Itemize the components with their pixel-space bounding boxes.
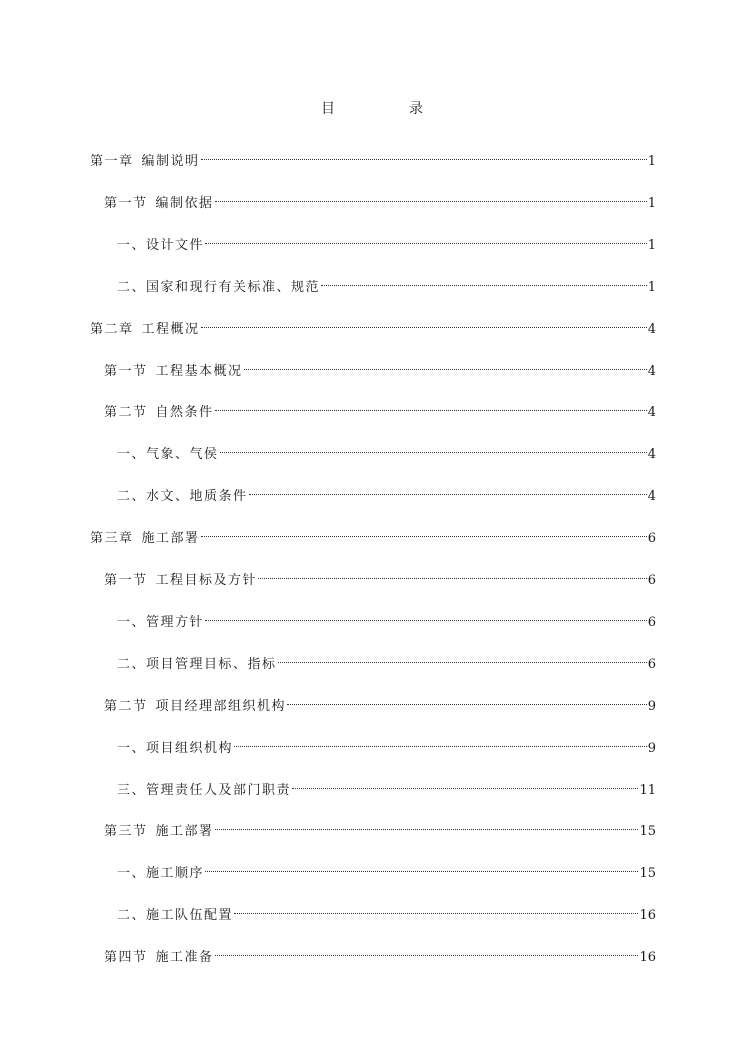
toc-entry-label: 工程基本概况 (155, 363, 243, 379)
toc-entry-number: 二、 (117, 656, 147, 672)
toc-entry[interactable] (0, 648, 744, 672)
toc-entry[interactable] (0, 899, 744, 924)
toc-dot-leader (278, 648, 647, 668)
toc-dot-leader (215, 815, 639, 835)
toc-entry-page: 15 (639, 824, 656, 840)
toc-entry-label: 水文、地质条件 (146, 489, 248, 505)
toc-dot-leader (201, 313, 647, 333)
toc-entry[interactable] (0, 396, 744, 421)
toc-entry[interactable] (0, 187, 744, 211)
toc-entry[interactable] (0, 355, 744, 379)
toc-entry-page: 9 (647, 740, 656, 756)
toc-entry[interactable] (0, 857, 744, 882)
toc-entry-label: 管理方针 (146, 614, 205, 630)
toc-entry-label: 编制依据 (155, 195, 214, 211)
toc-entry-page: 4 (647, 489, 656, 505)
toc-entry[interactable] (0, 229, 744, 253)
toc-entry-page: 16 (639, 908, 656, 924)
toc-entry-label: 工程概况 (141, 321, 200, 337)
toc-entry-number: 二、 (117, 279, 147, 295)
toc-entry-page: 1 (647, 154, 656, 169)
toc-entry-page: 4 (647, 447, 656, 463)
toc-entry[interactable] (0, 732, 744, 756)
toc-entry-number: 一、 (117, 614, 147, 630)
toc-dot-leader (205, 606, 647, 626)
toc-dot-leader (215, 396, 647, 416)
toc-entry-page: 6 (647, 573, 656, 588)
toc-entry-page: 6 (647, 656, 656, 672)
toc-entry-number: 第一节 (104, 573, 148, 588)
toc-entry-page: 16 (639, 950, 656, 966)
toc-entry-number: 二、 (117, 489, 147, 505)
toc-entry[interactable] (0, 774, 744, 798)
toc-title: 目 录 (321, 101, 453, 117)
toc-dot-leader (292, 774, 638, 794)
toc-entry-label: 施工部署 (141, 531, 200, 547)
toc-dot-leader (215, 941, 639, 961)
toc-entry[interactable] (0, 606, 744, 630)
toc-dot-leader (258, 564, 647, 584)
toc-dot-leader (244, 355, 647, 375)
toc-entry-label: 施工准备 (155, 950, 214, 966)
toc-entry[interactable] (0, 313, 744, 337)
toc-entry[interactable] (0, 690, 744, 714)
toc-entry-label: 项目经理部组织机构 (155, 698, 287, 714)
toc-entry-number: 第一节 (104, 195, 148, 211)
toc-dot-leader (249, 480, 647, 500)
toc-entry[interactable] (0, 564, 744, 588)
toc-entry-label: 工程目标及方针 (155, 573, 258, 588)
toc-dot-leader (201, 145, 647, 165)
toc-entry-number: 二、 (117, 908, 147, 924)
toc-entry[interactable] (0, 941, 744, 966)
toc-dot-leader (287, 690, 647, 710)
toc-entry-number: 一、 (117, 740, 147, 756)
toc-entry-label: 国家和现行有关标准、规范 (146, 279, 321, 295)
toc-entry-label: 施工部署 (155, 824, 214, 840)
toc-entry-page: 4 (647, 363, 656, 379)
toc-entry-number: 三、 (117, 782, 147, 798)
toc-entry-page: 6 (647, 614, 656, 630)
toc-entry-number: 一、 (117, 866, 147, 882)
toc-entry-label: 编制说明 (141, 154, 200, 169)
toc-entry-number: 一、 (117, 237, 147, 253)
toc-dot-leader (234, 899, 638, 919)
toc-entry-label: 管理责任人及部门职责 (146, 782, 292, 798)
toc-entry-label: 项目组织机构 (146, 740, 234, 756)
toc-entry-number: 第二章 (90, 321, 134, 337)
toc-entry-label: 设计文件 (146, 237, 205, 253)
toc-entry[interactable] (0, 145, 744, 169)
toc-entry-page: 9 (647, 698, 656, 714)
toc-entry-number: 第四节 (104, 950, 148, 966)
toc-entry-page: 15 (639, 866, 656, 882)
toc-entry-page: 6 (647, 531, 656, 547)
toc-entry-number: 一、 (117, 447, 147, 463)
toc-entry-page: 1 (647, 195, 656, 211)
toc-entry-label: 自然条件 (155, 405, 214, 421)
toc-entry-page: 1 (647, 237, 656, 253)
toc-dot-leader (215, 187, 647, 207)
toc-entry[interactable] (0, 522, 744, 547)
toc-entry-label: 施工队伍配置 (146, 908, 234, 924)
toc-entry-page: 11 (639, 782, 656, 798)
toc-entry-page: 4 (647, 405, 656, 421)
toc-entry-number: 第一章 (90, 154, 134, 169)
toc-entry-label: 项目管理目标、指标 (146, 656, 277, 672)
toc-entry-number: 第三章 (90, 531, 134, 547)
toc-dot-leader (220, 438, 647, 458)
toc-entry-number: 第二节 (104, 405, 148, 421)
toc-entry-page: 4 (647, 321, 656, 337)
toc-entry-number: 第二节 (104, 698, 148, 714)
toc-dot-leader (205, 229, 647, 249)
toc-entry[interactable] (0, 480, 744, 505)
toc-dot-leader (321, 271, 647, 291)
toc-entry-number: 第一节 (104, 363, 148, 379)
toc-entry-page: 1 (647, 279, 656, 295)
toc-dot-leader (205, 857, 638, 877)
toc-entry-label: 气象、气侯 (146, 447, 219, 463)
toc-entry-number: 第三节 (104, 824, 148, 840)
toc-entry[interactable] (0, 438, 744, 463)
toc-entry[interactable] (0, 271, 744, 295)
toc-entry-label: 施工顺序 (146, 866, 205, 882)
toc-entry[interactable] (0, 815, 744, 840)
toc-dot-leader (234, 732, 647, 752)
toc-dot-leader (201, 522, 647, 542)
